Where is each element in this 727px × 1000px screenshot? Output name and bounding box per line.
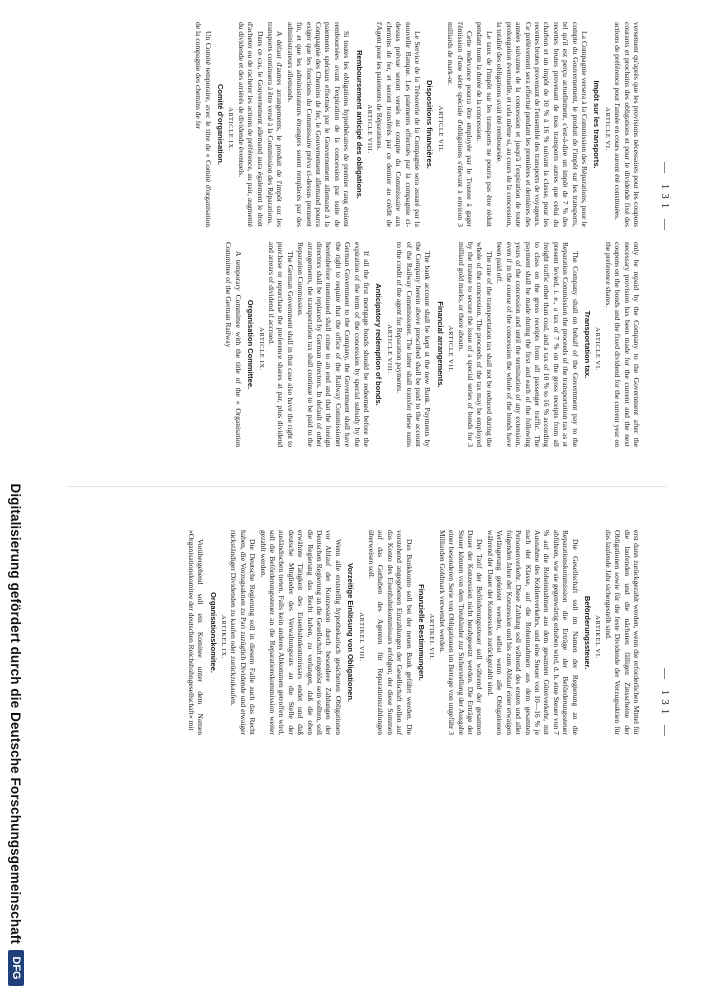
german-paragraph: erst dann zurückgezahlt werden, wenn die erforderlichen Mittel für die laufenden und die nächsten fälligen Zinsscheine der Obligationen sowie für die feste Dividende der Vorzugsaktien für das laufende Jahr sichergestellt sind.	[603, 530, 641, 735]
english-article-label: ARTICLE IX.	[257, 327, 265, 371]
german-article-label: ARTIKEL VI.	[594, 615, 602, 659]
english-heading: Anticipatory redemption of bonds.	[374, 283, 384, 406]
german-paragraph: Die Deutsche Regierung soll in diesem Falle auch das Recht haben, die Vorzugsaktien zu Pari zuzüglich Dividende und etwaiger rückständiger Dividenden zu kaufen oder zurückzukaufen.	[229, 530, 258, 735]
french-paragraph: versement qu'après que les provisions nécessaires pour les coupons courants et prochains des obligations et pour le dividende fixé des actions de préférence pour l'année en cours auront été constituées.	[613, 22, 641, 227]
german-heading: Vorzeitige Einlösung von Obligationen.	[346, 562, 356, 703]
german-paragraph: Das Bankkonto soll bei der neuen Bank geführt werden. Die vorstehend angegebenen Einzahlungen der Gesellschaft sollen auf das Konto des Eisenbahnkommissars erfolgen; der diese Summen auf das Guthaben des Agenten für Reparationszahlungen überweisen soll.	[367, 530, 414, 735]
german-article-label: ARTIKEL VII.	[428, 613, 436, 661]
french-paragraph: Un Comité temporaire, avec le titre de « Comité d'organisation de la compagnie des chemins de fer	[194, 22, 213, 227]
french-paragraph: Si toutes les obligations hypothécaires de premier rang étaient remboursées avant l'expiration de la concession par suite de paiements spéciaux effectués par le Gouvernement allemand à la Compagnie des Chemins de fer, le Gouvernement allemand pourra exiger que les fonctions du Commissaire prévu ci-dessus prennent fin, et que les administrateurs étrangers soient remplacés par des administrateurs allemands.	[285, 22, 352, 227]
french-text-column	[81, 22, 641, 227]
english-heading: Organisation Committee.	[246, 299, 256, 390]
french-heading: Dispositions financières.	[425, 80, 435, 169]
page-number-left: — 131 —	[659, 162, 671, 234]
french-article-label: ARTICLE VI.	[603, 107, 611, 151]
english-heading: Transportation tax.	[582, 310, 592, 379]
english-paragraph: The bank account shall be kept at the new Bank. Payments by the Company herein above prescribed shall be paid to the account of the Railway Commissioner. The latter shall transfer these sums to the credit of the agent for Reparation payments.	[395, 242, 433, 447]
english-paragraph: The German Government shall in that case also have the right to purchase or repurchase the preference shares at par, plus dividend and arrears of dividend if accrued.	[266, 242, 295, 447]
french-heading: Remboursement anticipé des obligations.	[354, 50, 364, 199]
german-paragraph: Die Gesellschaft soll im Namen der Regierung an die Reparationskommission die Erträge der Beförderungssteuer abführen, wie sie gegenwärtig erhoben wird, d. h. eine Steuer von 7 % auf die Roheinnahmen aus dem gesamten Güterverkehr, mit Ausnahme des Kohlenverkehrs, und eine Steuer von 10—16 % je nach der Klasse, auf die Roheinnahmen aus dem gesamten Personenverkehr. Diese Zahlung soll während des ersten und aller folgenden Jahre der Konzession und bis zum Ablauf einer etwaigen Verlängerung geleistet werden, selbst wenn alle Obligationen während der Dauer der Konzession zurückgezahlt sind.	[485, 530, 580, 735]
dfg-logo-icon: DFG	[8, 950, 24, 986]
english-paragraph: If all the first mortgage bonds should be redeemed before the expiration of the term of the concession by special subsidy by the German Government to the Company, the Government shall have the right to require that the office of the Railway Commissioner hereinbefore mentioned shall come to an end and that the foreign directors shall be replaced by German directors. In default of other arrangements, the transportation tax shall continue to be paid to the Reparation Commission.	[296, 242, 372, 447]
french-article-label: ARTICLE VIII.	[366, 104, 374, 154]
french-article-label: ARTICLE IX.	[227, 107, 235, 151]
french-paragraph: Cette redevance pourra être employée par le Trustee à gager l'émission d'une série spéciale d'obligations s'élevant à environ 3 milliards de mark-or.	[446, 22, 475, 227]
english-article-label: ARTICLE VIII.	[385, 324, 393, 374]
english-article-label: ARTICLE VII.	[447, 325, 455, 373]
french-paragraph: Dans ce cas, le Gouvernement allemand aura également le droit d'acheter ou de racheter les actions de préférence, au pair, augmenté du dividende et des arriérés de dividende éventuels.	[236, 22, 265, 227]
german-heading: Beförderungssteuer.	[582, 595, 592, 670]
german-paragraph: Wenn alle erststellig hypothekarisch gesicherten Obligationen vor Ablauf der Konzession durch besondere Zahlungen der Deutschen Regierung an die Gesellschaft eingelöst sein sollten, soll die Regierung das Recht haben, zu verlangen, daß die oben erwähnte Tätigkeit des Eisenbahnkommissars endet und daß deutsche Mitglieder des Verwaltungsrats an die Stelle der ausländischen treten. Falls kein anderes Abkommen getroffen wird, soll die Beförderungssteuer an die Reparationskommission weiter gezahlt werden.	[258, 530, 343, 735]
page-number-right: — 131 —	[659, 668, 671, 740]
french-heading: Impôt sur les transports.	[592, 80, 602, 169]
french-paragraph: La Compagnie versera à la Commission des Réparations, pour le compte du Gouvernement, le produit de l'impôt sur les transports, tel qu'il est perçu actuellement, c'est-à-dire un impôt de 7 % des recettes brutes provenant de tous transports autres que celui du charbon et un impôt de 10 % à 16 % suivant la classe, pour les recettes brutes provenant de l'ensemble des transports de voyageurs. Ce prélèvement sera effectué pendant les premières et dernières des années suivantes de la concession et jusqu'à l'expiration de toute prolongation éventuelle, et cela même si, au cours de la concession, la totalité des obligations avait été remboursée.	[495, 22, 589, 227]
english-paragraph: The Company shall on behalf of the Government pay to the Reparation Commission the proceeds of the transportation tax as at present levied, i. e., a tax of 7 % on the gross receipts from all freight traffic other than coal, and a tax of 10 % to 16 % according to class on the gross receipts from all passenger traffic. The payment shall be made during the first and each of the following years of the concession and until the termination of any extension, even if in the course of the concession the whole of the bonds have been paid off.	[495, 242, 580, 447]
french-heading: Comité d'organisation.	[215, 84, 225, 165]
page-gutter	[67, 486, 667, 487]
english-paragraph: A temporary Committee with the title of the « Organisation Committee of the German Railway	[224, 242, 243, 447]
english-article-label: ARTICLE VI.	[594, 327, 602, 371]
german-heading: Organisationskomitee.	[208, 592, 218, 673]
german-heading: Finanzielle Bestimmungen.	[417, 584, 427, 681]
imprint-text: Digitalisierung gefördert durch die Deutsche Forschungsgemeinschaft	[8, 483, 24, 944]
french-paragraph: Le Service de la Trésorerie de la Compagnie sera assuré par la nouvelle Banque. Les paiements effectués par la compagnie ci-dessus prévue seront versés au compte du Commissaire aux chemins de fer, et seront transférés par ce dernier au crédit de l'Agent pour les paiements de Réparations.	[375, 22, 423, 227]
french-paragraph: A défaut d'autres arrangements, le produit de l'impôt sur les transports continuera à être versé à la Commission des Réparations.	[265, 22, 285, 227]
german-article-label: ARTIKEL IX.	[219, 615, 227, 659]
digitization-imprint	[1, 0, 31, 1000]
french-article-label: ARTICLE VII.	[436, 105, 444, 153]
english-paragraph: The rate of the transportation tax shall not be reduced during the whole of the concession. The proceeds of the tax may be employed by the trustee to secure the issue of a special series of bonds for 3 milliard gold marks, or there abouts.	[456, 242, 494, 447]
english-paragraph: only be repaid by the Company to the Government after the necessary provision has been made for the current and the next coupons on the bonds and the fixed dividend for the current year on the preference shares.	[603, 242, 641, 447]
german-paragraph: Vorübergehend soll ein Komitee unter dem Namen »Organisationskomitee der deutschen Reichsbahngesellschaft« mit	[186, 530, 206, 735]
english-heading: Financial arrangements.	[435, 301, 445, 388]
german-text-column	[81, 530, 641, 735]
german-article-label: ARTIKEL VIII.	[357, 612, 365, 662]
english-text-column	[81, 242, 641, 447]
german-paragraph: Der Tarif der Beförderungssteuer soll während der gesamten Dauer der Konzession nicht herabgesetzt werden. Die Erträge der Steuer können von dem Treuhänder zur Sicherstellung der Ausgabe einer besonderen Serie von Obligationen im Betrage von ungefähr 3 Milliarden Goldmark verwendet werden.	[437, 530, 485, 735]
french-paragraph: Le taux de l'impôt sur les transports ne pourra pas être réduit pendant toute la durée de la concession.	[475, 22, 494, 227]
